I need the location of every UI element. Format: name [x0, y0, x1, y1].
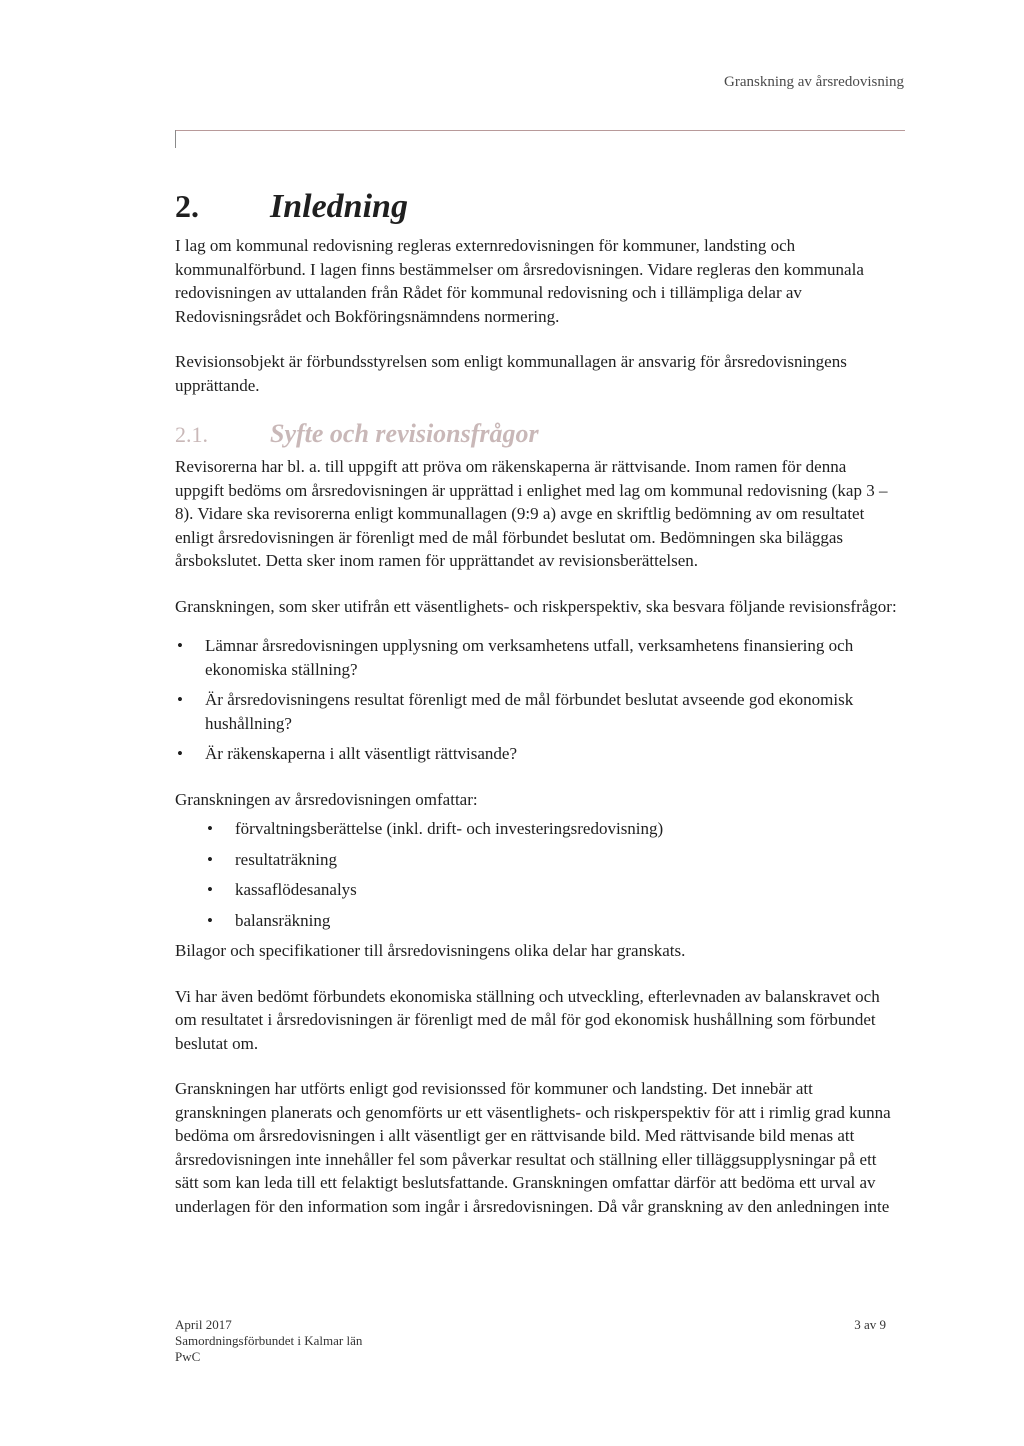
list-item: • förvaltningsberättelse (inkl. drift- och investeringsredovisning)	[175, 817, 897, 841]
running-header: Granskning av årsredovisning	[724, 74, 904, 90]
audit-questions-list	[175, 634, 897, 766]
list-item: • kassaflödesanalys	[175, 878, 897, 902]
page-number: 3 av 9	[854, 1317, 886, 1332]
body-paragraph: Granskningen har utförts enligt god revisionssed för kommuner och landsting. Det innebär att granskningen planerats och genomförts ur ett väsentlighets- och riskperspektiv för att i rimlig grad kunna bedöma om årsredovisningen i allt väsentligt ger en rättvisande bild. Med rättvisande bild menas att årsredovisningen inte innehåller fel som påverkar resultat och ställning eller tilläggsupplysningar på ett sätt som kan leda till ett felaktigt beslutsfattande. Granskningen omfattar därför att bedöma ett urval av underlagen för den information som ingår i årsredovisningen. Då vår granskning av den anledningen inte	[175, 1079, 891, 1216]
footer-firm: PwC	[175, 1349, 201, 1364]
scope-list	[175, 817, 897, 932]
list-item: • resultaträkning	[175, 848, 897, 872]
list-item: • Lämnar årsredovisningen upplysning om verksamhetens utfall, verksamhetens finansiering och ekonomiska ställning?	[175, 634, 897, 681]
body-paragraph: Revisorerna har bl. a. till uppgift att pröva om räkenskaperna är rättvisande. Inom ramen för denna uppgift bedöms om årsredovisningen är upprättad i enlighet med lag om kommunal redovisning (kap 3 – 8). Vidare ska revisorerna enligt kommunallagen (9:9 a) avge en skriftlig bedömning av om resultatet enligt årsredovisningen är förenligt med de mål förbundet beslutat om. Bedömningen ska biläggas årsbokslutet. Detta sker inom ramen för upprättandet av revisionsberättelsen.	[175, 457, 888, 570]
list-item: • Är årsredovisningens resultat förenligt med de mål förbundet beslutat avseende god ekonomisk hushållning?	[175, 688, 897, 735]
list-item: • balansräkning	[175, 909, 897, 933]
body-paragraph: Granskningen, som sker utifrån ett väsentlighets- och riskperspektiv, ska besvara följande revisionsfrågor:	[175, 596, 897, 616]
section-heading	[175, 188, 897, 226]
footer-organization: Samordningsförbundet i Kalmar län	[175, 1333, 363, 1348]
scope-intro: Granskningen av årsredovisningen omfattar:	[175, 789, 478, 809]
list-item: • Är räkenskaperna i allt väsentligt rättvisande?	[175, 742, 897, 766]
section-title: Inledning	[270, 188, 408, 225]
subsection-number: 2.1.	[175, 422, 208, 447]
footer	[175, 1317, 362, 1365]
header-tick	[175, 130, 176, 148]
subsection-heading	[175, 419, 897, 449]
subsection-title: Syfte och revisionsfrågor	[270, 419, 539, 448]
footer-date: April 2017	[175, 1317, 232, 1332]
header-rule	[175, 130, 905, 131]
body-paragraph: Bilagor och specifikationer till årsredovisningens olika delar har granskats.	[175, 941, 686, 960]
section-number: 2.	[175, 188, 199, 224]
main-content	[175, 188, 897, 1218]
intro-paragraph: Revisionsobjekt är förbundsstyrelsen som enligt kommunallagen är ansvarig för årsredovisningens upprättande.	[175, 352, 847, 395]
intro-paragraph: I lag om kommunal redovisning regleras externredovisningen för kommuner, landsting och kommunalförbund. I lagen finns bestämmelser om årsredovisningen. Vidare regleras den kommunala redovisningen av uttalanden från Rådet för kommunal redovisning och i tillämpliga delar av Redovisningsrådet och Bokföringsnämndens normering.	[175, 236, 864, 326]
body-paragraph: Vi har även bedömt förbundets ekonomiska ställning och utveckling, efterlevnaden av balanskravet och om resultatet i årsredovisningen är förenligt med de mål för god ekonomisk hushållning som förbundet beslutat om.	[175, 986, 880, 1053]
